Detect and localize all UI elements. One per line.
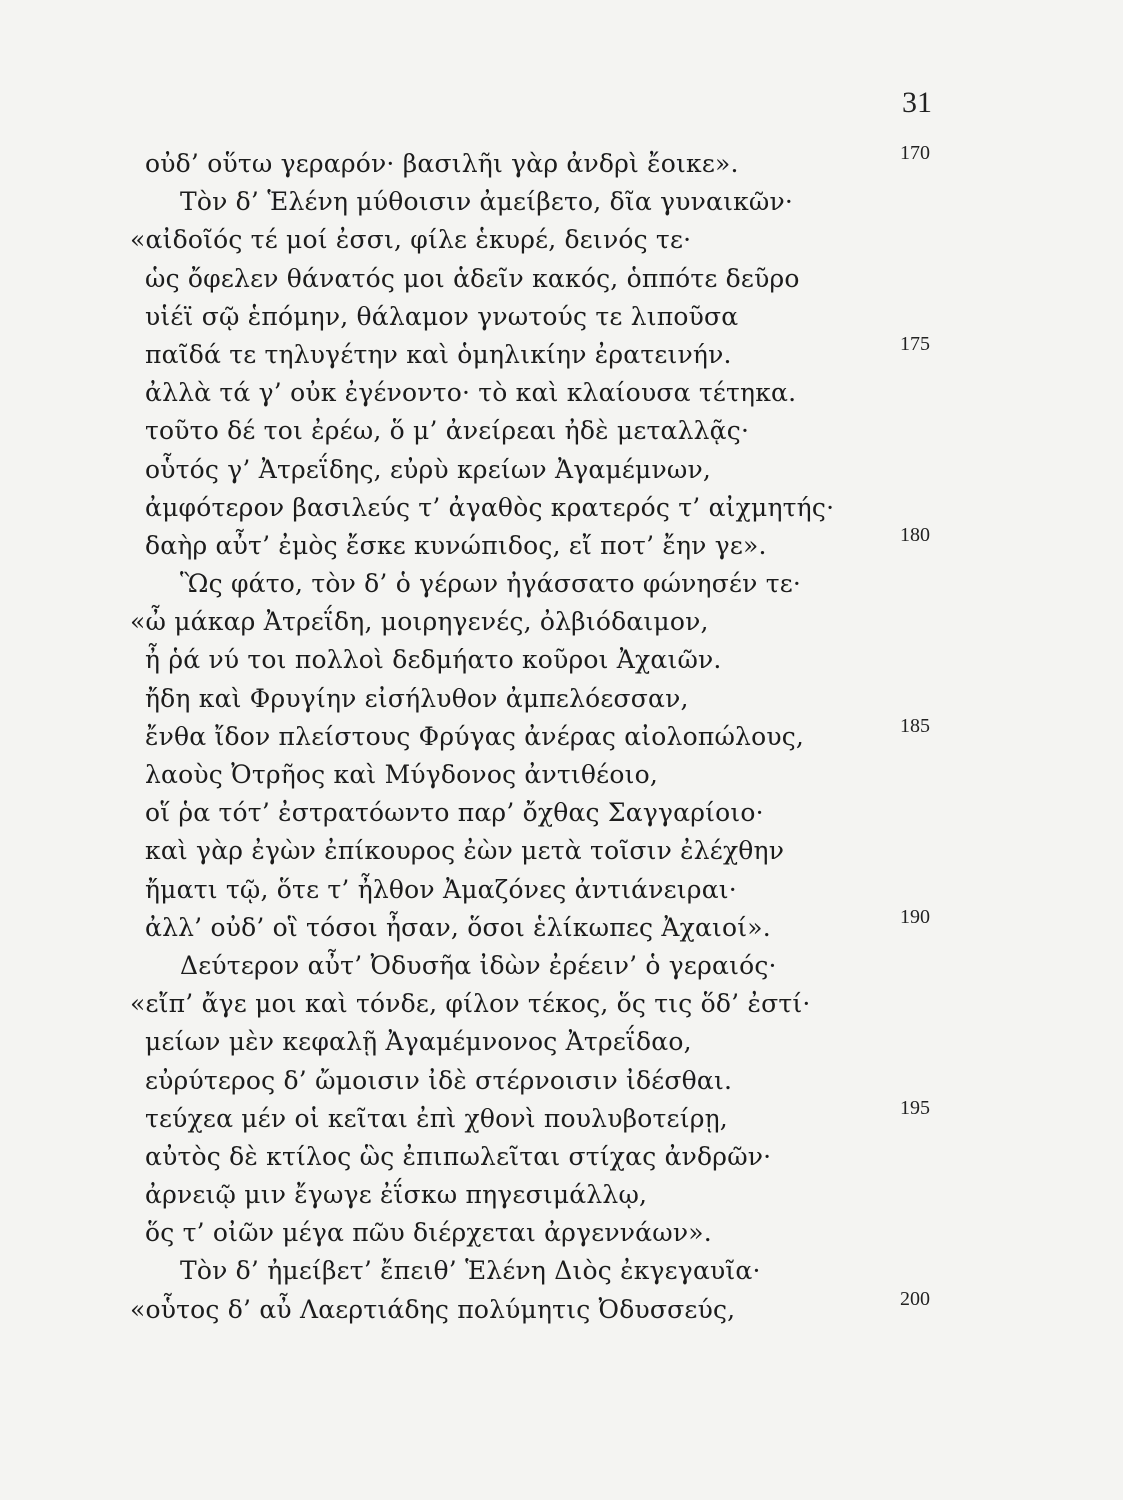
verse-text: Τὸν δ’ Ἑλένη μύθοισιν ἀμείβετο, δῖα γυναικῶν· (180, 187, 794, 217)
verse-text: καὶ γὰρ ἐγὼν ἐπίκουρος ἐὼν μετὰ τοῖσιν ἐλέχθην (145, 836, 785, 866)
verse-text: οὗτός γ’ Ἀτρεΐδης, εὐρὺ κρείων Ἀγαμέμνων, (145, 454, 712, 484)
verse-text: οἵ ῥα τότ’ ἐστρατόωντο παρ’ ὄχθας Σαγγαρίοιο· (145, 798, 764, 828)
verse-line (0, 1252, 1123, 1290)
verse-line (0, 142, 1123, 183)
verse-text: Ὣς φάτο, τὸν δ’ ὁ γέρων ἠγάσσατο φώνησέν τε· (180, 569, 802, 599)
line-number: 185 (900, 714, 930, 737)
verse-text: ἦ ῥά νύ τοι πολλοὶ δεδμήατο κοῦροι Ἀχαιῶν. (145, 645, 722, 675)
verse-text: λαοὺς Ὀτρῆος καὶ Μύγδονος ἀντιθέοιο, (145, 760, 658, 789)
verse-block (0, 142, 1123, 1329)
verse-line (0, 1138, 1123, 1176)
verse-line (0, 412, 1123, 450)
verse-line (0, 1287, 1123, 1329)
verse-line (0, 260, 1123, 298)
verse-line (0, 1214, 1123, 1252)
verse-line (0, 947, 1123, 985)
page-number: 31 (902, 86, 932, 119)
verse-line (0, 603, 1123, 641)
verse-line (0, 714, 1123, 756)
verse-text: «οὗτος δ’ αὖ Λαερτιάδης πολύμητις Ὀδυσσεύς, (130, 1294, 736, 1324)
verse-line (0, 756, 1123, 794)
verse-text: ἀμφότερον βασιλεύς τ’ ἀγαθὸς κρατερός τ’ αἰχμητής· (145, 492, 835, 522)
verse-line (0, 794, 1123, 832)
verse-line (0, 680, 1123, 718)
verse-text: δαὴρ αὖτ’ ἐμὸς ἔσκε κυνώπιδος, εἴ ποτ’ ἔην γε». (145, 530, 767, 560)
line-number: 190 (900, 905, 930, 928)
verse-line (0, 451, 1123, 489)
verse-text: εὐρύτερος δ’ ὤμοισιν ἰδὲ στέρνοισιν ἰδέσθαι. (145, 1065, 733, 1095)
verse-line (0, 1176, 1123, 1214)
verse-line (0, 298, 1123, 336)
verse-text: ἔνθα ἴδον πλείστους Φρύγας ἀνέρας αἰολοπώλους, (145, 721, 805, 751)
verse-text: παῖδά τε τηλυγέτην καὶ ὁμηλικίην ἐρατεινήν. (145, 339, 732, 369)
verse-text: «εἴπ’ ἄγε μοι καὶ τόνδε, φίλον τέκος, ὅς τις ὅδ’ ἐστί· (130, 989, 811, 1019)
verse-line (0, 332, 1123, 374)
verse-text: Τὸν δ’ ἠμείβετ’ ἔπειθ’ Ἑλένη Διὸς ἐκγεγαυῖα· (180, 1256, 761, 1286)
verse-text: ἤδη καὶ Φρυγίην εἰσήλυθον ἀμπελόεσσαν, (145, 683, 689, 713)
verse-text: ἀλλὰ τά γ’ οὐκ ἐγένοντο· τὸ καὶ κλαίουσα τέτηκα. (145, 378, 797, 408)
verse-line (0, 1096, 1123, 1138)
verse-text: ὅς τ’ οἰῶν μέγα πῶυ διέρχεται ἀργεννάων». (145, 1218, 712, 1248)
verse-line (0, 641, 1123, 679)
verse-line (0, 183, 1123, 221)
verse-text: ἀλλ’ οὐδ’ οἳ τόσοι ἦσαν, ὅσοι ἑλίκωπες Ἀχαιοί». (145, 912, 771, 942)
verse-line (0, 832, 1123, 870)
line-number: 200 (900, 1287, 930, 1310)
verse-line (0, 1062, 1123, 1100)
verse-text: αὐτὸς δὲ κτίλος ὣς ἐπιπωλεῖται στίχας ἀνδρῶν· (145, 1141, 772, 1171)
verse-line (0, 985, 1123, 1023)
line-number: 195 (900, 1096, 930, 1119)
verse-line (0, 221, 1123, 259)
verse-line (0, 565, 1123, 603)
verse-text: «αἰδοῖός τέ μοί ἐσσι, φίλε ἑκυρέ, δεινός τε· (130, 225, 692, 255)
line-number: 175 (900, 332, 930, 355)
verse-line (0, 905, 1123, 947)
verse-line (0, 374, 1123, 412)
verse-text: τεύχεα μέν οἱ κεῖται ἐπὶ χθονὶ πουλυβοτείρῃ, (145, 1103, 728, 1133)
verse-text: υἱέϊ σῷ ἑπόμην, θάλαμον γνωτούς τε λιποῦσα (145, 301, 739, 331)
verse-text: ἀρνειῷ μιν ἔγωγε ἐΐσκω πηγεσιμάλλῳ, (145, 1180, 648, 1210)
verse-text: «ὦ μάκαρ Ἀτρεΐδη, μοιρηγενές, ὀλβιόδαιμον, (130, 607, 709, 637)
verse-line (0, 523, 1123, 565)
verse-line (0, 1023, 1123, 1061)
verse-text: Δεύτερον αὖτ’ Ὀδυσῆα ἰδὼν ἐρέειν’ ὁ γεραιός· (180, 950, 777, 980)
line-number: 180 (900, 523, 930, 546)
verse-line (0, 489, 1123, 527)
verse-text: ἤματι τῷ, ὅτε τ’ ἦλθον Ἀμαζόνες ἀντιάνειραι· (145, 874, 737, 904)
line-number: 170 (900, 142, 930, 164)
verse-text: οὐδ’ οὕτω γεραρόν· βασιλῆι γὰρ ἀνδρὶ ἔοικε». (145, 149, 739, 178)
verse-text: τοῦτο δέ τοι ἐρέω, ὅ μ’ ἀνείρεαι ἠδὲ μεταλλᾷς· (145, 416, 750, 446)
verse-line (0, 871, 1123, 909)
verse-text: ὡς ὄφελεν θάνατός μοι ἁδεῖν κακός, ὁππότε δεῦρο (145, 263, 800, 293)
verse-text: μείων μὲν κεφαλῇ Ἀγαμέμνονος Ἀτρεΐδαο, (145, 1027, 692, 1057)
